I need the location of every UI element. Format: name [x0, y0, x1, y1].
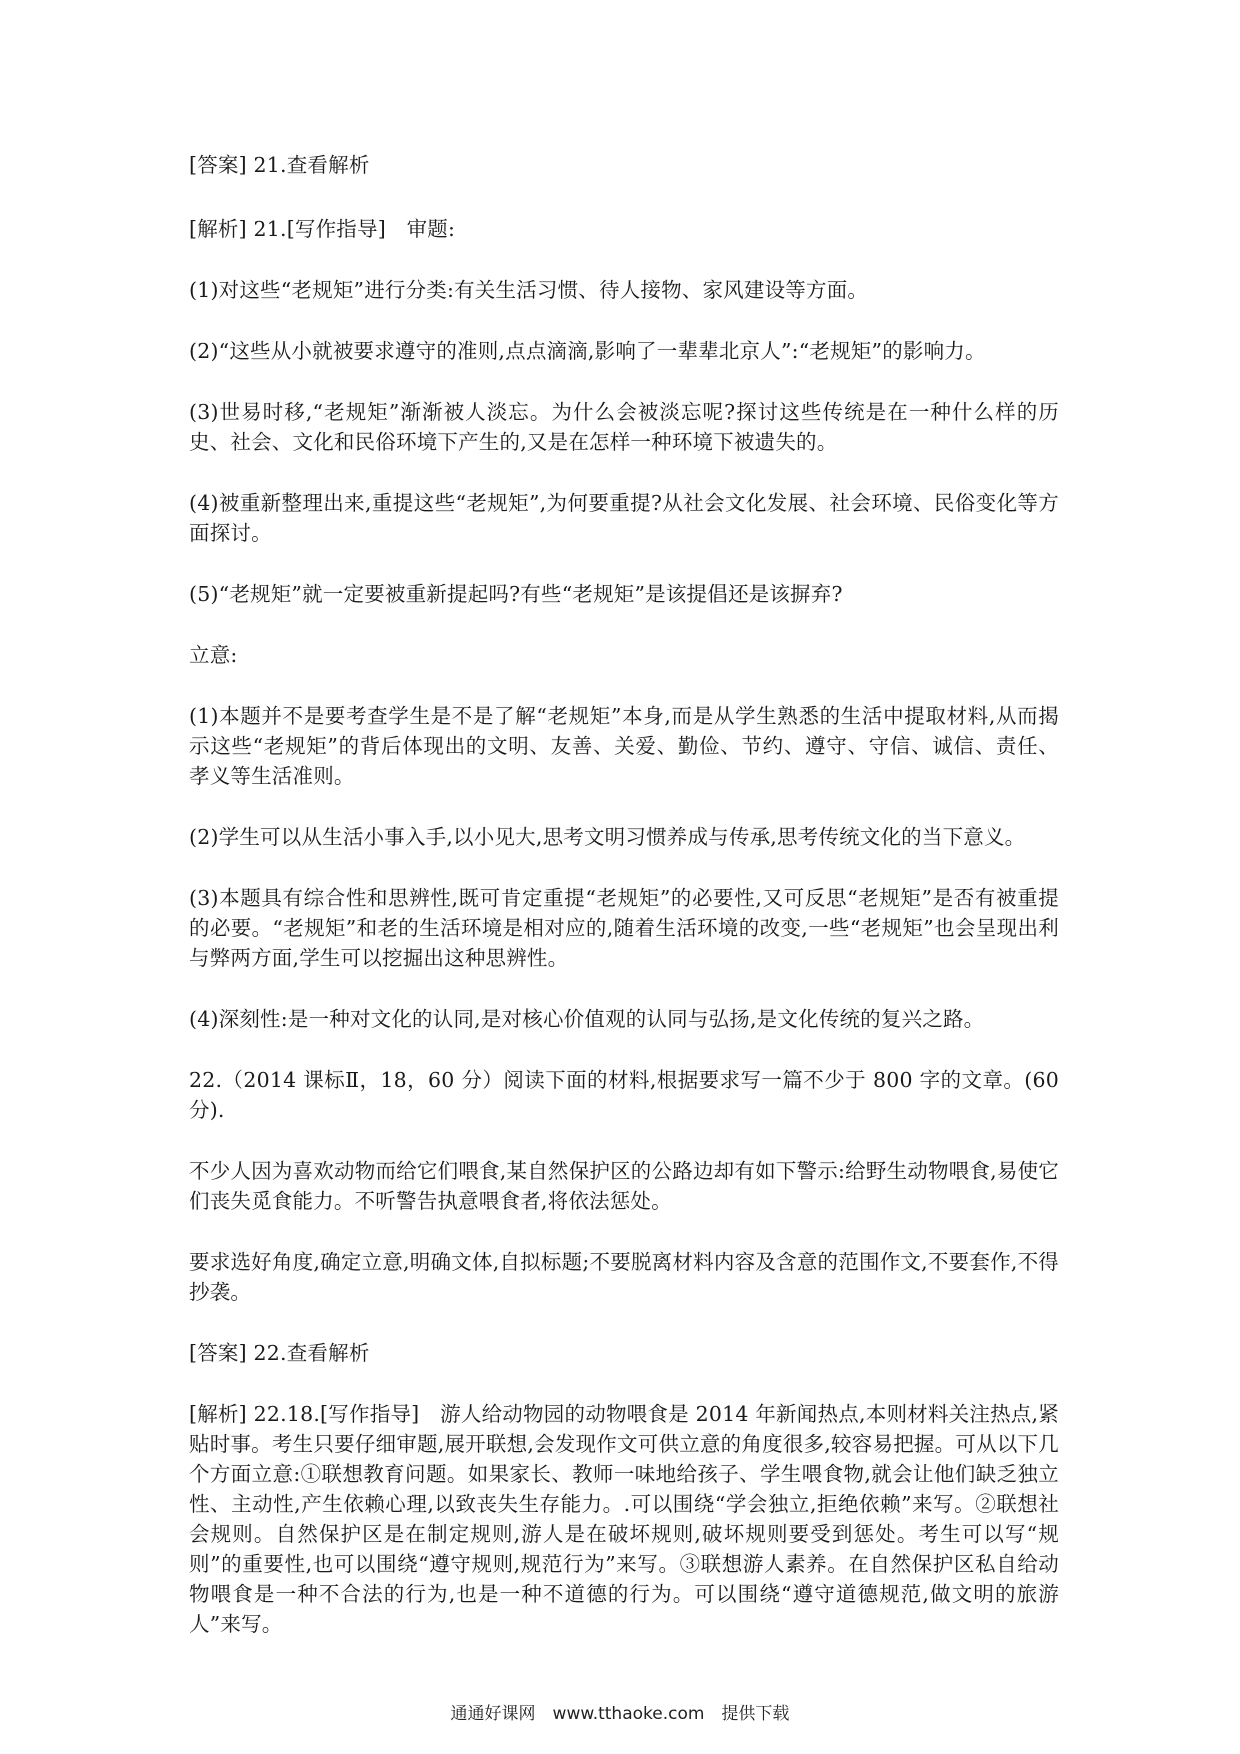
document-body: [189, 150, 1059, 1639]
review-item-3: (3)世易时移,“老规矩”渐渐被人淡忘。为什么会被淡忘呢?探讨这些传统是在一种什么样的历史、社会、文化和民俗环境下产生的,又是在怎样一种环境下被遗失的。: [189, 400, 1059, 454]
question-22-material: 不少人因为喜欢动物而给它们喂食,某自然保护区的公路边却有如下警示:给野生动物喂食,易使它们丧失觅食能力。不听警告执意喂食者,将依法惩处。: [189, 1159, 1059, 1213]
review-item-2: (2)“这些从小就被要求遵守的准则,点点滴滴,影响了一辈辈北京人”:“老规矩”的影响力。: [189, 339, 986, 363]
review-item-5: (5)“老规矩”就一定要被重新提起吗?有些“老规矩”是该提倡还是该摒弃?: [189, 582, 843, 606]
analysis-22: [解析] 22.18.[写作指导] 游人给动物园的动物喂食是 2014 年新闻热点,本则材料关注热点,紧贴时事。考生只要仔细审题,展开联想,会发现作文可供立意的角度很多,较容易把握。可从以下几个方面立意:①联想教育问题。如果家长、教师一味地给孩子、学生喂食物,就会让他们缺乏独立性、主动性,产生依赖心理,以致丧失生存能力。.可以围绕“学会独立,拒绝依赖”来写。②联想社会规则。自然保护区是在制定规则,游人是在破坏规则,破坏规则要受到惩处。考生可以写“规则”的重要性,也可以围绕“遵守规则,规范行为”来写。③联想游人素养。在自然保护区私自给动物喂食是一种不合法的行为,也是一种不道德的行为。可以围绕“遵守道德规范,做文明的旅游人”来写。: [189, 1402, 1059, 1636]
intent-heading: 立意:: [189, 643, 238, 667]
answer-21: [答案] 21.查看解析: [189, 153, 370, 177]
question-22-requirement: 要求选好角度,确定立意,明确文体,自拟标题;不要脱离材料内容及含意的范围作文,不要套作,不得抄袭。: [189, 1250, 1059, 1304]
intent-item-2: (2)学生可以从生活小事入手,以小见大,思考文明习惯养成与传承,思考传统文化的当下意义。: [189, 825, 1026, 849]
intent-item-1: (1)本题并不是要考查学生是不是了解“老规矩”本身,而是从学生熟悉的生活中提取材料,从而揭示这些“老规矩”的背后体现出的文明、友善、关爱、勤俭、节约、遵守、守信、诚信、责任、孝义等生活准则。: [189, 704, 1059, 788]
review-item-4: (4)被重新整理出来,重提这些“老规矩”,为何要重提?从社会文化发展、社会环境、民俗变化等方面探讨。: [189, 491, 1059, 545]
intent-item-3: (3)本题具有综合性和思辨性,既可肯定重提“老规矩”的必要性,又可反思“老规矩”是否有被重提的必要。“老规矩”和老的生活环境是相对应的,随着生活环境的改变,一些“老规矩”也会呈现出利与弊两方面,学生可以挖掘出这种思辨性。: [189, 886, 1059, 970]
answer-22: [答案] 22.查看解析: [189, 1341, 370, 1365]
question-22-prompt: 22.（2014 课标Ⅱ，18，60 分）阅读下面的材料,根据要求写一篇不少于 800 字的文章。(60 分).: [189, 1068, 1059, 1122]
analysis-21-heading: [解析] 21.[写作指导] 审题:: [189, 217, 456, 241]
review-item-1: (1)对这些“老规矩”进行分类:有关生活习惯、待人接物、家风建设等方面。: [189, 278, 869, 302]
page-footer: 通通好课网 www.tthaoke.com 提供下载: [450, 1704, 790, 1724]
intent-item-4: (4)深刻性:是一种对文化的认同,是对核心价值观的认同与弘扬,是文化传统的复兴之路。: [189, 1007, 985, 1031]
